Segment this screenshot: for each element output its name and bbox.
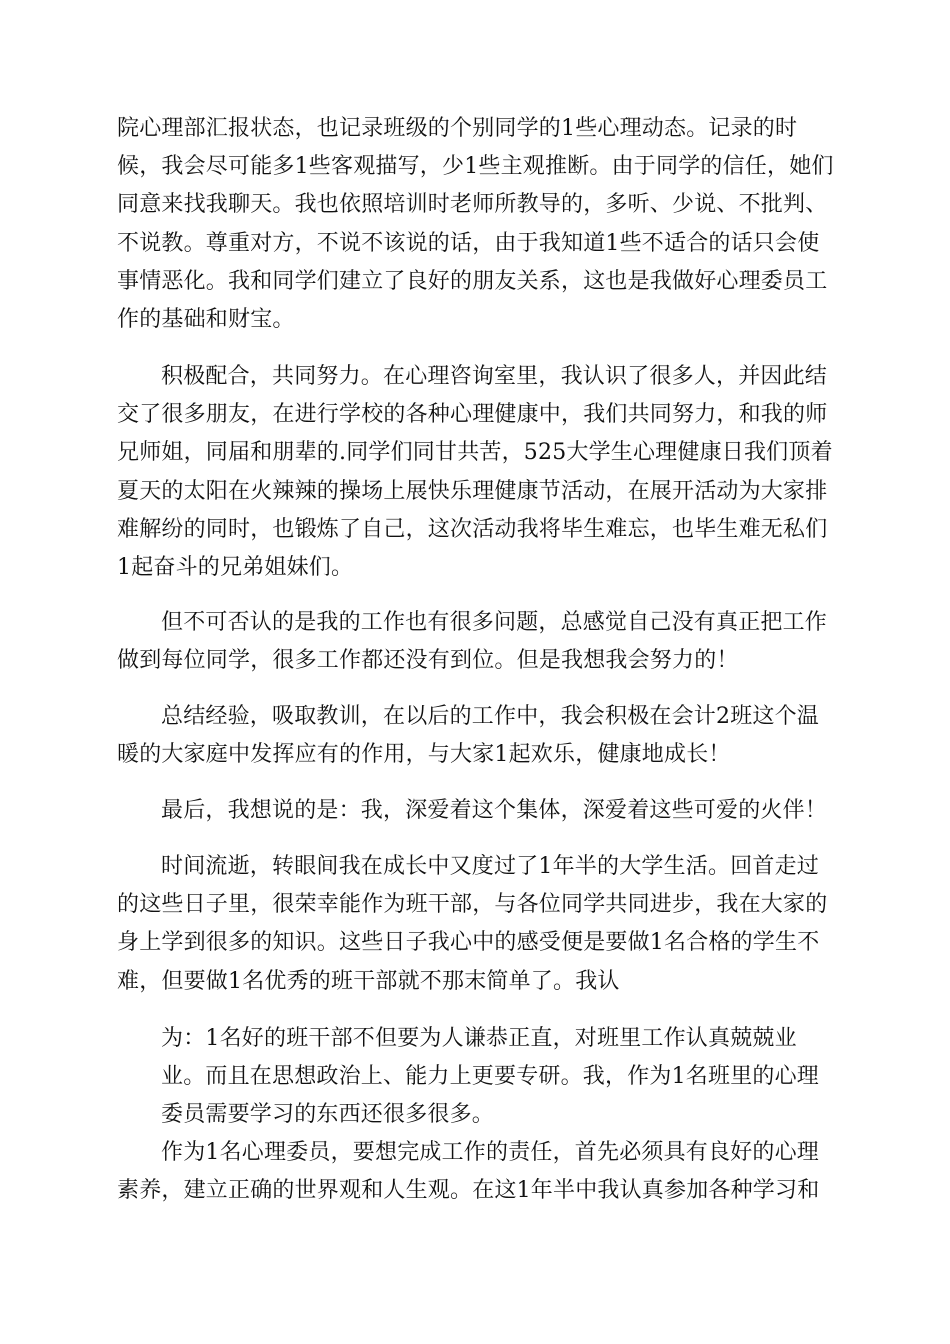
paragraph-6: 时间流逝，转眼间我在成长中又度过了1年半的大学生活。回首走过的这些日子里，很荣幸能作为班干部，与各位同学共同进步，我在大家的身上学到很多的知识。这些日子我心中的感受便是要做1名合格的学生不难，但要做1名优秀的班干部就不那末简单了。我认 — [117, 854, 828, 994]
paragraph-1: 院心理部汇报状态，也记录班级的个别同学的1些心理动态。记录的时候，我会尽可能多1些客观描写，少1些主观推断。由于同学的信任，她们同意来找我聊天。我也依照培训时老师所教导的，多听、少说、不批判、不说教。尊重对方，不说不该说的话，由于我知道1些不适合的话只会使事情恶化。我和同学们建立了良好的朋友关系，这也是我做好心理委员工作的基础和财宝。 — [117, 116, 834, 333]
paragraph-5: 最后，我想说的是：我，深爱着这个集体，深爱着这些可爱的火伴！ — [161, 798, 828, 823]
paragraph-4: 总结经验，吸取教训，在以后的工作中，我会积极在会计2班这个温暖的大家庭中发挥应有的作用，与大家1起欢乐，健康地成长！ — [117, 704, 819, 768]
paragraph-2: 积极配合，共同努力。在心理咨询室里，我认识了很多人，并因此结交了很多朋友，在进行学校的各种心理健康中，我们共同努力，和我的师兄师姐，同届和朋辈的.同学们同甘共苦，525大学生心理健康日我们顶着夏天的太阳在火辣辣的操场上展快乐理健康节活动，在展开活动为大家排难解纷的同时，也锻炼了自己，这次活动我将毕生难忘，也毕生难无私们1起奋斗的兄弟姐妹们。 — [117, 364, 833, 581]
paragraph-8: 作为1名心理委员，要想完成工作的责任，首先必须具有良好的心理素养，建立正确的世界观和人生观。在这1年半中我认真参加各种学习和 — [117, 1140, 820, 1204]
paragraph-7: 为：1名好的班干部不但要为人谦恭正直，对班里工作认真兢兢业业。而且在思想政治上、能力上更要专研。我，作为1名班里的心理委员需要学习的东西还很多很多。 — [161, 1026, 819, 1128]
paragraph-3: 但不可否认的是我的工作也有很多问题，总感觉自己没有真正把工作做到每位同学，很多工作都还没有到位。但是我想我会努力的！ — [117, 610, 828, 674]
